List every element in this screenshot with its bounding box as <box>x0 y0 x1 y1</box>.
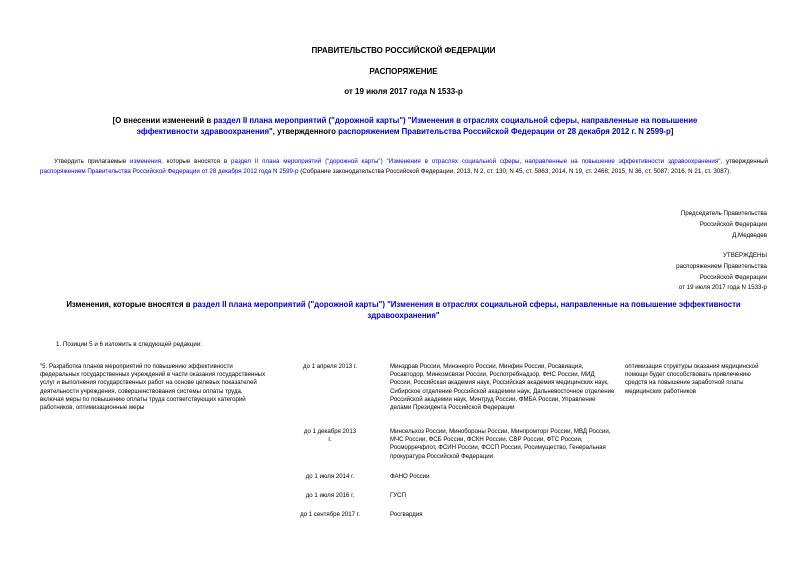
approved-block <box>676 251 767 294</box>
table-row-4-date: до 1 июля 2016 г. <box>305 492 355 499</box>
title-link-order[interactable]: распоряжением Правительства Российской Федерации от 28 декабря 2012 г. N 2599-р <box>338 127 671 136</box>
approved-line-3: Российской Федерации <box>699 273 767 281</box>
body-text-1: Утвердить прилагаемые <box>54 158 131 165</box>
document-title <box>96 115 714 137</box>
table-row-2-date: до 1 декабря 2013 г. <box>303 428 357 444</box>
changes-title-prefix: Изменения, которые вносятся в <box>66 300 193 309</box>
body-paragraph <box>40 157 768 177</box>
document-date: от 19 июля 2017 года N 1533-р <box>344 87 463 96</box>
table-row-3-executors: ФАНО России <box>390 473 430 480</box>
item-1: 1. Позиции 5 и 6 изложить в следующей редакции: <box>56 341 202 348</box>
title-suffix: ] <box>670 127 674 136</box>
document-type: РАСПОРЯЖЕНИЕ <box>369 67 438 76</box>
signature-block <box>681 209 767 241</box>
body-link-changes[interactable]: изменения <box>130 158 162 165</box>
table-row-4-executors: ГУСП <box>390 492 406 499</box>
body-link-section[interactable]: раздел II плана мероприятий ("дорожной карты") "Изменения в отраслях социальной сферы, направленные на повышение эффективности здравоохранения" <box>231 158 721 165</box>
signature-line-1: Председатель Правительства <box>680 210 767 217</box>
title-link-section[interactable]: раздел II плана мероприятий ("дорожной карты") "Изменения в отраслях социальной сферы, направленные на повышение эффективности здравоохранения" <box>136 116 698 136</box>
body-text-3: , утвержденный <box>720 158 768 165</box>
table-row-5-date: до 1 сентября 2017 г. <box>300 511 360 518</box>
approved-line-2: распоряжением Правительства <box>676 262 767 270</box>
body-text-2: , которые вносятся в <box>161 158 232 165</box>
approved-line-4: от 19 июля 2017 года N 1533-р <box>678 284 767 292</box>
changes-title <box>56 299 751 321</box>
title-prefix: [О внесении изменений в <box>112 116 214 125</box>
table-col-result: оптимизация структуры оказания медицинской помощи будет способствовать привлечению средств на повышение заработной платы медицинских работников <box>625 363 759 395</box>
signature-line-2: Российской Федерации <box>699 220 767 228</box>
table-row-2-executors: Минсельхоз России, Минобороны России, Минпромторг России, МВД России, МЧС России, ФСБ России, ФСКН России, СВР России, ФТС России, Росморречфлот, ФСИН России, ФССП России, Росимущество, Генеральная прокуратура Российской Федерации <box>390 428 611 460</box>
approved-line-1: УТВЕРЖДЕНЫ <box>723 252 767 259</box>
changes-title-link[interactable]: раздел II плана мероприятий ("дорожной карты") "Изменения в отраслях социальной сферы, направленные на повышение эффективности здравоохранения" <box>192 300 741 320</box>
title-middle: , утвержденного <box>272 127 339 136</box>
table-row-1-executors: Минздрав России, Минэнерго России, Минфин России, Росавиация, Росавтодор, Минкомсвязи России, Роспотребнадзор, ФНС России, МИД России, Российская академия наук, Российская академия медицинских наук, Сибирское отделение Российской академии наук, Дальневосточное отделение Российской академии наук, Минтруд России, ФМБА России, Управление делами Президента Российской Федерации <box>390 363 615 412</box>
body-text-4: (Собрание законодательства Российской Федерации, 2013, N 2, ст. 130; N 45, ст. 5863; 2014, N 19, ст. 2468; 2015, N 36, ст. 5087; 2016, N 21, ст. 3087). <box>298 168 731 176</box>
table-row-5-executors: Росгвардия <box>390 511 423 518</box>
table-col-measure: "5. Разработка планов мероприятий по повышению эффективности федеральных государственных учреждений в части оказания государственных услуг и выполнения государственных работ на основе целевых показателей деятельности учреждения, совершенствования системы оплаты труда, включая меры по повышению оплаты труда соответствующих категорий работников, оптимизационные меры <box>40 363 266 412</box>
table-row-1-date: до 1 апреля 2013 г. <box>303 363 357 370</box>
body-link-order[interactable]: распоряжением Правительства Российской Федерации от 28 декабря 2012 года N 2599-р <box>40 168 299 176</box>
signature-line-3: Д.Медведев <box>732 231 767 239</box>
table-row-3-date: до 1 июля 2014 г. <box>305 473 355 480</box>
government-name: ПРАВИТЕЛЬСТВО РОССИЙСКОЙ ФЕДЕРАЦИИ <box>311 46 496 55</box>
